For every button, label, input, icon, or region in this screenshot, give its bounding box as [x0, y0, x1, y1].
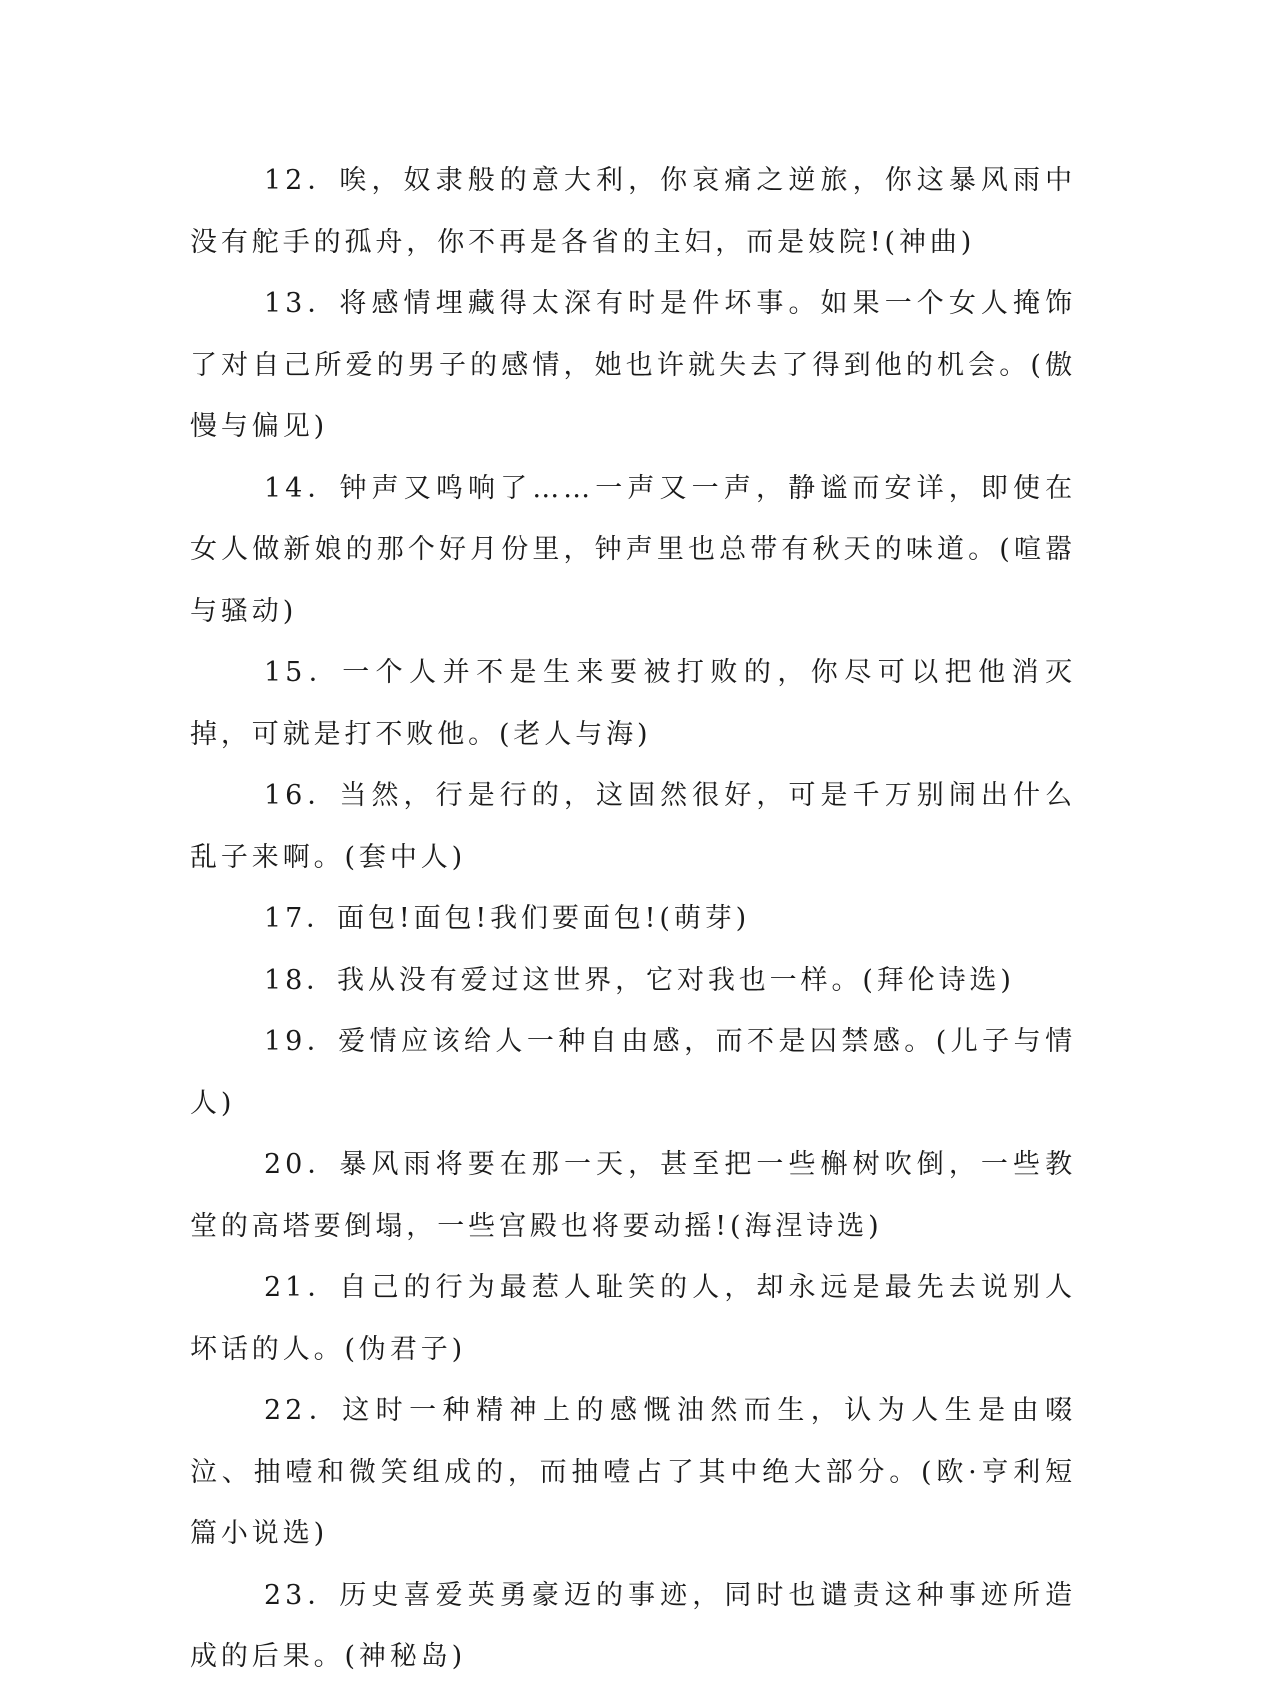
document-body: [190, 150, 1076, 1688]
quote-entry-19: 19．爱情应该给人一种自由感，而不是囚禁感。(儿子与情人): [190, 1026, 1076, 1119]
quote-entry-13: 13．将感情埋藏得太深有时是件坏事。如果一个女人掩饰了对自己所爱的男子的感情，她也许就失去了得到他的机会。(傲慢与偏见): [190, 288, 1076, 442]
quote-entry-23: 23．历史喜爱英勇豪迈的事迹，同时也谴责这种事迹所造成的后果。(神秘岛): [190, 1579, 1076, 1672]
quote-entry-22: 22．这时一种精神上的感慨油然而生，认为人生是由啜泣、抽噎和微笑组成的，而抽噎占了其中绝大部分。(欧·亨利短篇小说选): [190, 1395, 1076, 1549]
quote-entry-12: 12．唉，奴隶般的意大利，你哀痛之逆旅，你这暴风雨中没有舵手的孤舟，你不再是各省的主妇，而是妓院!(神曲): [190, 165, 1076, 258]
quote-entry-15: 15．一个人并不是生来要被打败的，你尽可以把他消灭掉，可就是打不败他。(老人与海): [190, 657, 1076, 750]
quote-entry-18: 18．我从没有爱过这世界，它对我也一样。(拜伦诗选): [264, 964, 1015, 996]
quote-entry-21: 21．自己的行为最惹人耻笑的人，却永远是最先去说别人坏话的人。(伪君子): [190, 1272, 1076, 1365]
quote-entry-14: 14．钟声又鸣响了……一声又一声，静谧而安详，即使在女人做新娘的那个好月份里，钟声里也总带有秋天的味道。(喧嚣与骚动): [190, 472, 1076, 627]
quote-entry-17: 17．面包!面包!我们要面包!(萌芽): [264, 903, 751, 934]
quote-entry-20: 20．暴风雨将要在那一天，甚至把一些槲树吹倒，一些教堂的高塔要倒塌，一些宫殿也将要动摇!(海涅诗选): [190, 1149, 1076, 1242]
quote-entry-16: 16．当然，行是行的，这固然很好，可是千万别闹出什么乱子来啊。(套中人): [190, 780, 1076, 873]
